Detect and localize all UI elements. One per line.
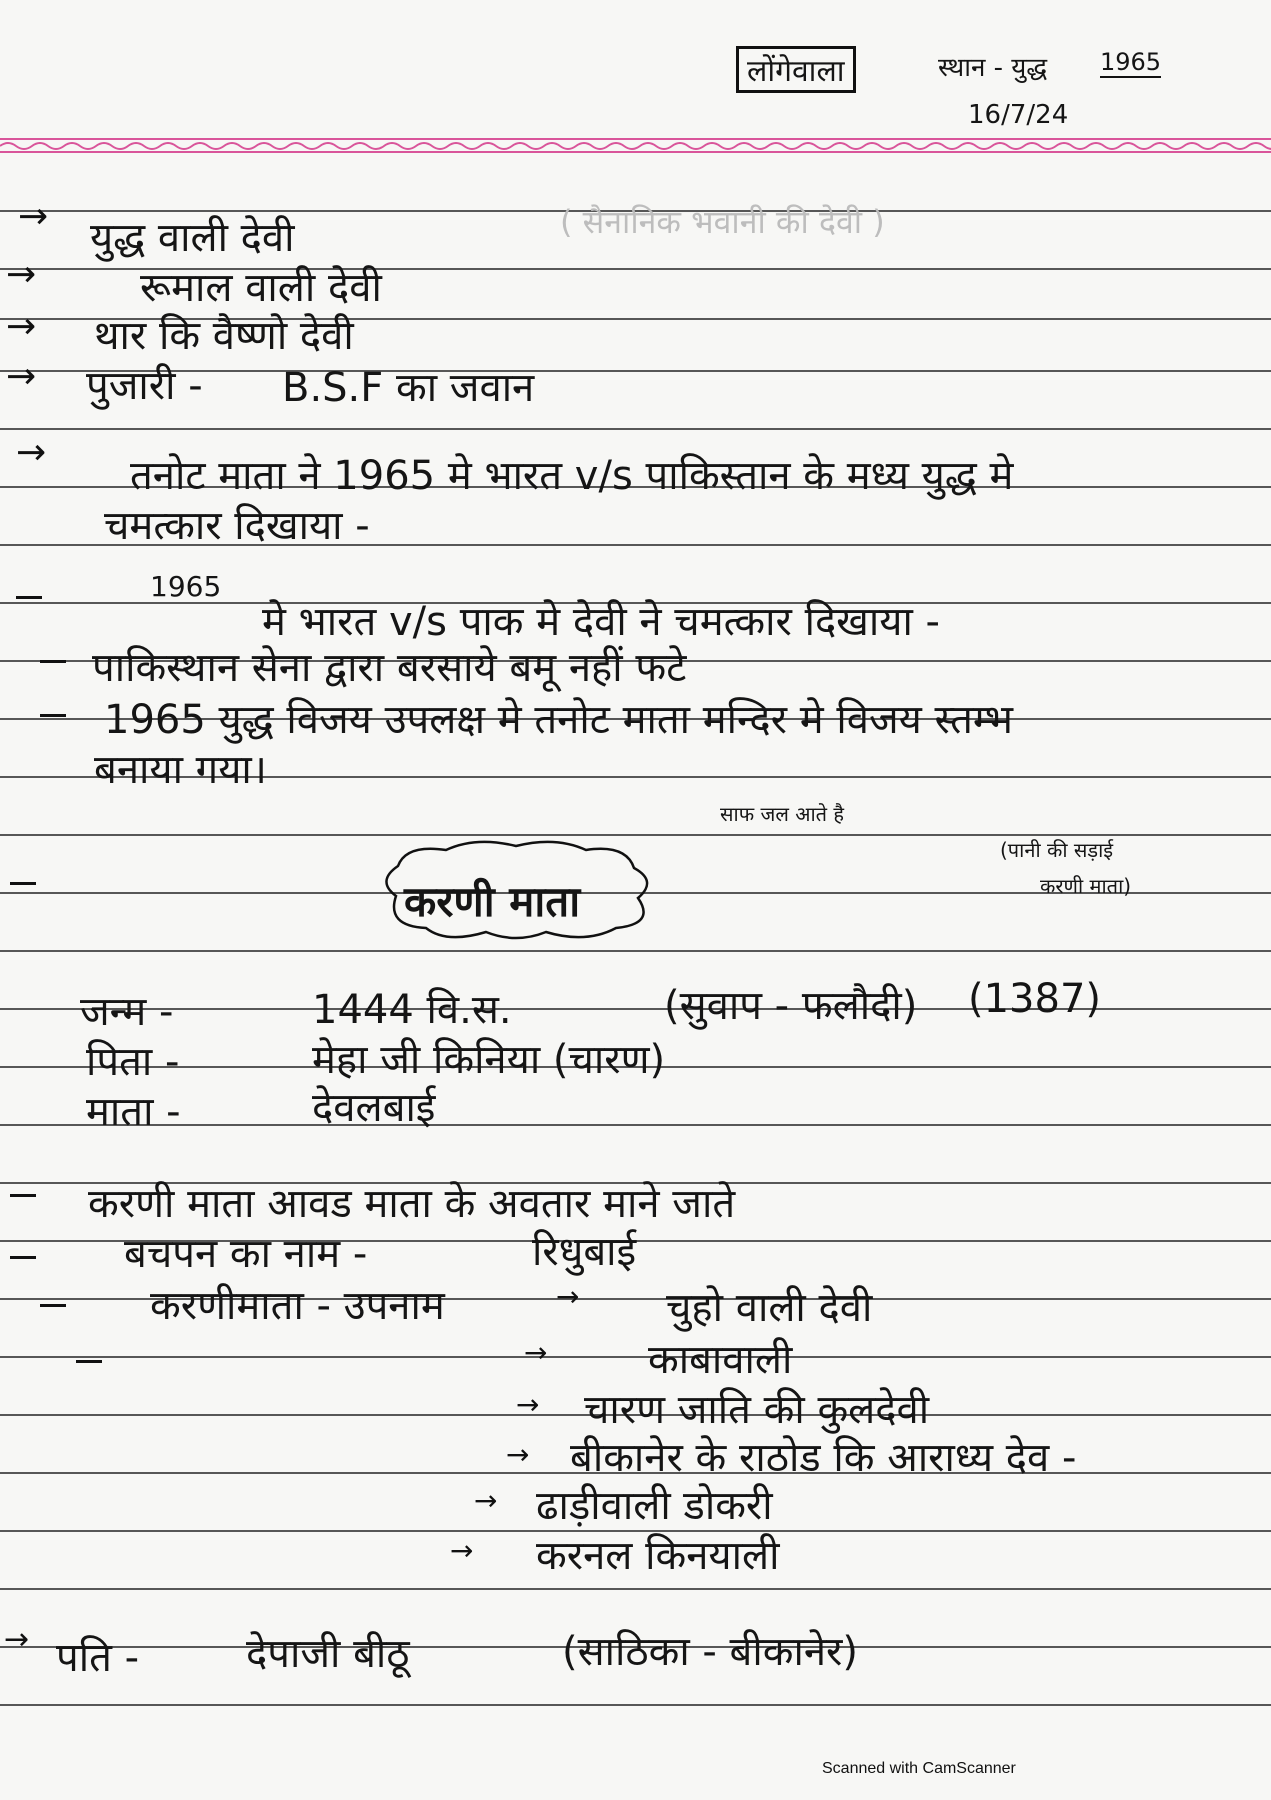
childhood-label: बचपन का नाम - [124,1231,368,1277]
miracle-text: मे भारत v/s पाक मे देवी ने चमत्कार दिखाया - [262,599,940,645]
ruled-line [0,1704,1271,1706]
birth-place: (सुवाप - फलौदी) [664,983,918,1029]
nickname-2: काबावाली [648,1337,793,1383]
birth-value: 1444 वि.स. [312,987,512,1033]
tanot-line-2: चमत्कार दिखाया - [104,503,370,549]
arrow-bullet: → [516,1388,540,1421]
arrow-bullet: → [474,1484,498,1517]
childhood-value: रिधुबाई [532,1229,637,1275]
nicknames-label: करणीमाता - उपनाम [150,1283,445,1329]
dash-bullet [40,1304,66,1307]
header-title-boxed: लोंगेवाला [736,46,856,93]
birth-label: जन्म - [80,989,174,1035]
header-title-rest: स्थान - युद्ध [938,53,1048,83]
header-year: 1965 [1100,48,1162,76]
tanot-line-1: तनोट माता ने 1965 मे भारत v/s पाकिस्तान के मध्य युद्ध मे [130,453,1014,499]
husband-label: पति - [56,1635,140,1681]
nickname-6: करनल किनयाली [536,1533,780,1579]
ruled-line [0,1356,1271,1358]
ruled-line [0,428,1271,430]
husband-value: देपाजी बीठू [246,1631,410,1677]
priest-value: B.S.F का जवान [282,365,535,411]
bombs-text: पाकिस्थान सेना द्वारा बरसाये बमू नहीं फटे [92,645,687,691]
faint-background-note: ( सैनानिक भवानी की देवी ) [560,203,885,241]
epithet-1: युद्ध वाली देवी [90,215,295,261]
side-note-line-2: (पानी की सड़ाई [1000,838,1114,862]
epithet-3: थार कि वैष्णो देवी [94,313,354,359]
nickname-5: ढाड़ीवाली डोकरी [536,1483,773,1529]
nickname-3: चारण जाति की कुलदेवी [584,1387,930,1433]
dash-bullet [10,882,36,885]
father-label: पिता - [86,1039,180,1085]
arrow-bullet: → [6,306,37,347]
scanner-watermark: Scanned with CamScanner [822,1760,1016,1777]
priest-label: पुजारी - [86,363,203,409]
pillar-line-2: बनाया गया। [94,747,267,793]
arrow-bullet: → [4,1622,30,1657]
miracle-year: 1965 [150,570,222,603]
header-border-line [0,136,1271,154]
ruled-line [0,950,1271,952]
ruled-line [0,1124,1271,1126]
arrow-bullet: → [6,356,37,397]
side-note-line-3: करणी माता) [1040,874,1132,898]
side-note-line-1: साफ जल आते है [720,802,845,826]
dash-bullet [10,1256,36,1259]
arrow-bullet: → [16,432,47,473]
dash-bullet [40,714,66,717]
dash-bullet [40,660,66,663]
header-date: 16/7/24 [968,100,1069,130]
father-value: मेहा जी किनिया (चारण) [312,1037,666,1083]
karni-mata-title: करणी माता [404,877,581,926]
arrow-bullet: → [6,254,37,295]
birth-year-ad: (1387) [968,976,1102,1022]
pillar-line-1: 1965 युद्ध विजय उपलक्ष मे तनोट माता मन्दिर मे विजय स्तम्भ [104,697,1014,743]
dash-bullet [16,596,42,599]
mother-label: माता - [86,1089,181,1135]
mother-value: देवलबाई [312,1085,436,1131]
nickname-1: चुहो वाली देवी [666,1285,873,1331]
arrow-bullet: → [18,196,49,237]
dash-bullet [76,1360,102,1363]
husband-place: (साठिका - बीकानेर) [562,1629,858,1675]
dash-bullet [10,1194,36,1197]
arrow-bullet: → [556,1280,580,1313]
epithet-2: रूमाल वाली देवी [140,265,382,311]
avatar-text: करणी माता आवड माता के अवतार माने जाते [88,1181,736,1227]
nickname-4: बीकानेर के राठोड कि आराध्य देव - [570,1435,1077,1481]
arrow-bullet: → [506,1438,530,1471]
ruled-line [0,1588,1271,1590]
arrow-bullet: → [450,1534,474,1567]
arrow-bullet: → [524,1336,548,1369]
